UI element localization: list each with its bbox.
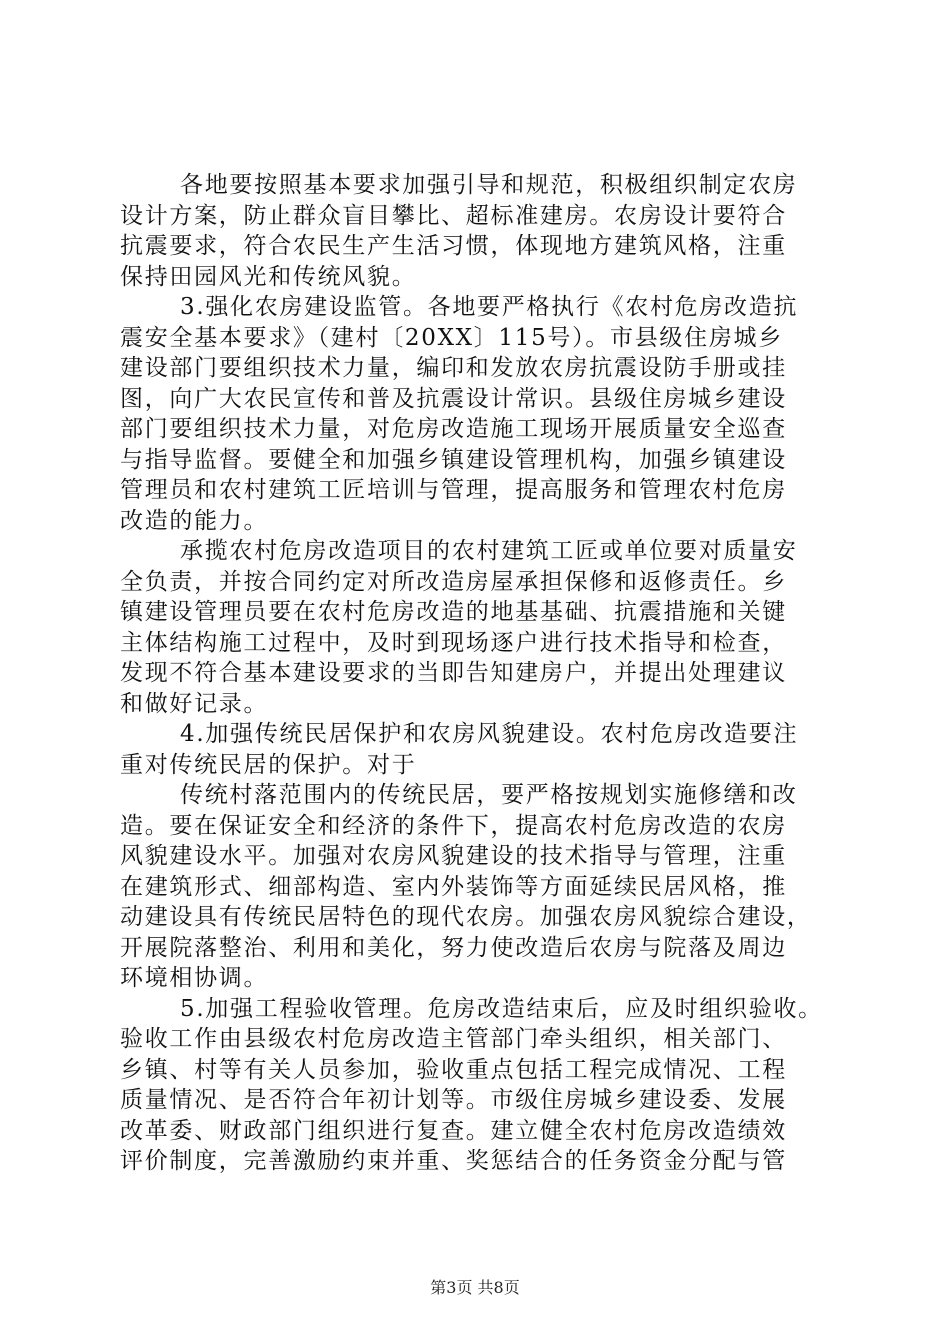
text-line: 环境相协调。 [120, 965, 269, 991]
text-line: 验收工作由县级农村危房改造主管部门牵头组织，相关部门、 [120, 1026, 787, 1052]
text-line: 管理员和农村建筑工匠培训与管理，提高服务和管理农村危房 [120, 477, 787, 503]
text-line: 3.强化农房建设监管。各地要严格执行《农村危房改造抗 [180, 294, 799, 320]
text-line: 主体结构施工过程中，及时到现场逐户进行技术指导和检查， [120, 629, 787, 656]
text-line: 设计方案，防止群众盲目攀比、超标准建房。农房设计要符合 [120, 202, 787, 229]
text-line: 评价制度，完善激励约束并重、奖惩结合的任务资金分配与管 [120, 1148, 787, 1174]
text-line: 动建设具有传统民居特色的现代农房。加强农房风貌综合建设， [120, 904, 812, 930]
text-line: 造。要在保证安全和经济的条件下，提高农村危房改造的农房 [120, 812, 787, 839]
page-footer: 第3页 共8页 [430, 1278, 520, 1297]
text-line: 传统村落范围内的传统民居，要严格按规划实施修缮和改 [180, 782, 798, 808]
text-line: 图，向广大农民宣传和普及抗震设计常识。县级住房城乡建设 [120, 385, 787, 412]
text-line: 建设部门要组织技术力量，编印和发放农房抗震设防手册或挂 [120, 355, 787, 381]
text-line: 发现不符合基本建设要求的当即告知建房户，并提出处理建议 [120, 660, 787, 686]
text-line: 各地要按照基本要求加强引导和规范，积极组织制定农房 [180, 172, 798, 198]
text-line: 与指导监督。要健全和加强乡镇建设管理机构，加强乡镇建设 [120, 446, 787, 473]
text-line: 风貌建设水平。加强对农房风貌建设的技术指导与管理，注重 [120, 843, 787, 869]
text-line: 抗震要求，符合农民生产生活习惯，体现地方建筑风格，注重 [120, 233, 787, 259]
text-line: 重对传统民居的保护。对于 [120, 751, 417, 778]
document-body [120, 170, 840, 1177]
text-line: 开展院落整治、利用和美化，努力使改造后农房与院落及周边 [120, 934, 787, 961]
text-line: 全负责，并按合同约定对所改造房屋承担保修和返修责任。乡 [120, 568, 787, 595]
text-line: 在建筑形式、细部构造、室内外装饰等方面延续民居风格，推 [120, 873, 787, 900]
text-line: 承揽农村危房改造项目的农村建筑工匠或单位要对质量安 [180, 538, 798, 564]
text-line: 镇建设管理员要在农村危房改造的地基基础、抗震措施和关键 [120, 599, 787, 625]
text-line: 和做好记录。 [120, 690, 269, 717]
text-line: 5.加强工程验收管理。危房改造结束后，应及时组织验收。 [180, 995, 823, 1022]
text-line: 乡镇、村等有关人员参加，验收重点包括工程完成情况、工程 [120, 1056, 787, 1083]
text-line: 改革委、财政部门组织进行复查。建立健全农村危房改造绩效 [120, 1117, 787, 1144]
text-line: 质量情况、是否符合年初计划等。市级住房城乡建设委、发展 [120, 1087, 787, 1113]
text-line: 改造的能力。 [120, 507, 269, 534]
text-line: 震安全基本要求》（建村〔20XX〕115号）。市县级住房城乡 [120, 324, 783, 351]
text-line: 保持田园风光和传统风貌。 [120, 263, 417, 290]
text-line: 部门要组织技术力量，对危房改造施工现场开展质量安全巡查 [120, 416, 787, 442]
text-line: 4.加强传统民居保护和农房风貌建设。农村危房改造要注 [180, 721, 799, 747]
